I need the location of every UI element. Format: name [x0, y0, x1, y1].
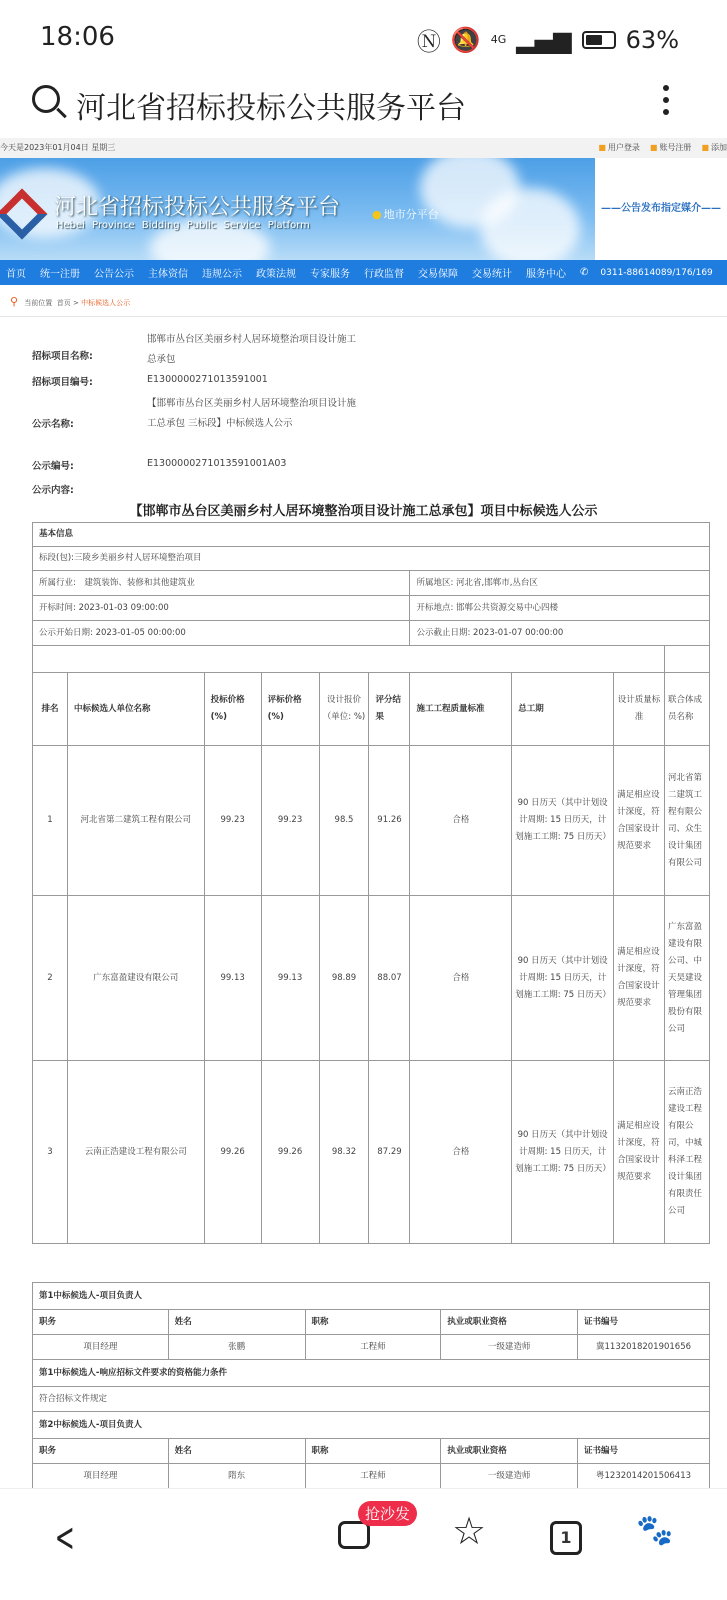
score: 88.07	[369, 896, 410, 1061]
nav-violations[interactable]: 违规公示	[202, 269, 242, 280]
back-icon[interactable]: <	[54, 1515, 75, 1561]
table-header-row	[33, 673, 710, 746]
web-page	[0, 138, 727, 1488]
c1-qualification: 符合招标文件规定	[33, 1387, 710, 1412]
site-title-en: Hebei Province Bidding Public Service Platform	[56, 220, 310, 231]
design-price: 98.89	[319, 896, 369, 1061]
col-header: 投标价格(%)	[204, 673, 261, 746]
date-text: 今天是2023年01月04日 星期三	[0, 143, 116, 152]
eval-price: 99.13	[261, 896, 319, 1061]
nav-credit[interactable]: 主体资信	[148, 269, 188, 280]
consortium-members: 云南正浩建设工程有限公司，中城科泽工程设计集团有限责任公司	[664, 1061, 709, 1244]
status-icons	[417, 22, 679, 57]
col-header: 联合体成员名称	[664, 673, 709, 746]
browser-bottom-bar	[0, 1488, 727, 1600]
col-header: 执业或职业资格	[441, 1310, 578, 1335]
eval-price: 99.26	[261, 1061, 319, 1244]
c2-manager-heading: 第2中标候选人-项目负责人	[33, 1412, 710, 1439]
col-header: 职务	[33, 1310, 169, 1335]
title: 工程师	[305, 1464, 441, 1489]
consortium-members: 广东富盈建设有限公司、中天昊建设管理集团股份有限公司	[664, 896, 709, 1061]
media-notice: ——公告发布指定媒介——	[595, 158, 727, 260]
nav-service[interactable]: 服务中心	[526, 269, 566, 280]
end-date: 公示截止日期: 2023-01-07 00:00:00	[410, 621, 710, 646]
col-header: 姓名	[168, 1310, 305, 1335]
table-row	[33, 1335, 710, 1360]
info-label: 公示名称:	[32, 419, 74, 430]
qualification: 一级建造师	[441, 1335, 578, 1360]
rank: 2	[33, 896, 68, 1061]
col-header: 职称	[305, 1439, 441, 1464]
nav-notices[interactable]: 公告公示	[94, 269, 134, 280]
site-title[interactable]: 河北省招标投标公共服务平台	[54, 195, 341, 220]
table-row	[33, 746, 710, 896]
eval-price: 99.23	[261, 746, 319, 896]
col-header: 职务	[33, 1439, 169, 1464]
person-name: 张鹏	[168, 1335, 305, 1360]
info-value: E1300000271013591001A03	[147, 458, 287, 469]
add-favorite-link[interactable]: ■ 添加	[701, 138, 727, 158]
header-row	[33, 1310, 710, 1335]
quality: 合格	[410, 1061, 512, 1244]
consortium-members: 河北省第二建筑工程有限公司、众生设计集团有限公司	[664, 746, 709, 896]
col-header: 执业或职业资格	[441, 1439, 578, 1464]
breadcrumb-label: 当前位置	[24, 299, 53, 307]
signal-icon: ▂▄▆	[516, 25, 572, 54]
section-name: 标段(包):三陵乡美丽乡村人居环境整治项目	[33, 547, 710, 571]
main-nav	[0, 260, 727, 285]
design-price: 98.5	[319, 746, 369, 896]
company-name: 广东富盈建设有限公司	[67, 896, 204, 1061]
register-link[interactable]: ■ 账号注册	[650, 138, 692, 158]
tabs-button[interactable]: 1	[550, 1521, 582, 1555]
breadcrumb	[0, 287, 727, 317]
quality: 合格	[410, 746, 512, 896]
breadcrumb-current[interactable]: 中标候选人公示	[81, 299, 131, 307]
baidu-paw-icon[interactable]: 🐾	[636, 1513, 674, 1548]
phone-icon: ✆	[580, 267, 589, 278]
battery-icon	[582, 31, 616, 49]
design-standard: 满足相应设计深度，符合国家设计规范要求	[614, 1061, 665, 1244]
col-header: 施工工程质量标准	[410, 673, 512, 746]
battery-percent: 63%	[625, 25, 679, 54]
period: 90 日历天（其中计划设计周期: 15 日历天，计划施工工期: 75 日历天）	[512, 1061, 614, 1244]
position: 项目经理	[33, 1464, 169, 1489]
nav-stats[interactable]: 交易统计	[472, 269, 512, 280]
nav-security[interactable]: 交易保障	[418, 269, 458, 280]
star-icon[interactable]: ☆	[452, 1509, 487, 1553]
col-header: 职称	[305, 1310, 441, 1335]
info-label: 公示编号:	[32, 461, 74, 472]
login-link[interactable]: ■ 用户登录	[598, 138, 640, 158]
comment-badge[interactable]: 抢沙发	[358, 1501, 417, 1526]
person-name: 隋东	[168, 1464, 305, 1489]
header-row	[33, 1439, 710, 1464]
c1-qualification-heading: 第1中标候选人-响应招标文件要求的资格能力条件	[33, 1360, 710, 1387]
start-date: 公示开始日期: 2023-01-05 00:00:00	[33, 621, 410, 646]
mute-icon: 🔕	[450, 25, 481, 54]
clock: 18:06	[40, 22, 115, 52]
spacer-cell	[33, 646, 665, 673]
title: 工程师	[305, 1335, 441, 1360]
col-header: 设计报价（单位: %)	[319, 673, 369, 746]
bid-price: 99.26	[204, 1061, 261, 1244]
bid-price: 99.23	[204, 746, 261, 896]
spacer-cell	[664, 646, 709, 673]
candidates-table	[32, 522, 710, 1244]
company-name: 云南正浩建设工程有限公司	[67, 1061, 204, 1244]
info-value: E1300000271013591001	[147, 374, 268, 385]
location-pin-icon: ⚲	[10, 295, 19, 308]
c1-manager-heading: 第1中标候选人-项目负责人	[33, 1283, 710, 1310]
col-header: 评分结果	[369, 673, 410, 746]
table-row	[33, 1061, 710, 1244]
open-place: 开标地点: 邯郸公共资源交易中心四楼	[410, 596, 710, 621]
col-header: 评标价格(%)	[261, 673, 319, 746]
period: 90 日历天（其中计划设计周期: 15 日历天，计划施工工期: 75 日历天）	[512, 896, 614, 1061]
site-banner	[0, 158, 727, 260]
nfc-icon: Ⓝ	[416, 28, 441, 56]
nav-supervision[interactable]: 行政监督	[364, 269, 404, 280]
col-header: 证书编号	[578, 1439, 710, 1464]
col-header: 总工期	[512, 673, 614, 746]
project-managers-table	[32, 1282, 710, 1488]
qualification: 一级建造师	[441, 1464, 578, 1489]
certificate-number: 冀1132018201901656	[578, 1335, 710, 1360]
info-label: 公示内容:	[32, 485, 74, 496]
phone-number: 0311-88614089/176/169	[600, 267, 713, 278]
design-price: 98.32	[319, 1061, 369, 1244]
nav-policy[interactable]: 政策法规	[256, 269, 296, 280]
col-header: 设计质量标准	[614, 673, 665, 746]
breadcrumb-home[interactable]: 首页 >	[56, 299, 79, 307]
score: 91.26	[369, 746, 410, 896]
period: 90 日历天（其中计划设计周期: 15 日历天，计划施工工期: 75 日历天）	[512, 746, 614, 896]
company-name: 河北省第二建筑工程有限公司	[67, 746, 204, 896]
nav-home[interactable]: 首页	[6, 269, 26, 280]
network-label: 4G	[490, 33, 507, 46]
info-label: 招标项目名称:	[32, 351, 93, 362]
search-text[interactable]: 河北省招标投标公共服务平台	[76, 91, 466, 126]
region: 所属地区: 河北省,邯郸市,丛台区	[410, 571, 710, 596]
col-header: 排名	[33, 673, 68, 746]
nav-register[interactable]: 统一注册	[40, 269, 80, 280]
notice-title: 【邯郸市丛台区美丽乡村人居环境整治项目设计施工总承包】项目中标候选人公示	[129, 504, 598, 519]
nav-experts[interactable]: 专家服务	[310, 269, 350, 280]
col-header: 中标候选人单位名称	[67, 673, 204, 746]
table-row	[33, 896, 710, 1061]
info-value: 邯郸市丛台区美丽乡村人居环境整治项目设计施工总承包	[147, 334, 357, 365]
utility-bar	[0, 138, 727, 158]
basic-info-heading: 基本信息	[33, 523, 710, 547]
certificate-number: 粤1232014201506413	[578, 1464, 710, 1489]
status-bar	[0, 0, 727, 75]
info-label: 招标项目编号:	[32, 377, 93, 388]
quality: 合格	[410, 896, 512, 1061]
table-row	[33, 1464, 710, 1489]
rank: 1	[33, 746, 68, 896]
col-header: 姓名	[168, 1439, 305, 1464]
design-standard: 满足相应设计深度，符合国家设计规范要求	[614, 896, 665, 1061]
score: 87.29	[369, 1061, 410, 1244]
position: 项目经理	[33, 1335, 169, 1360]
col-header: 证书编号	[578, 1310, 710, 1335]
search-icon[interactable]	[32, 85, 60, 113]
bid-price: 99.13	[204, 896, 261, 1061]
city-platform-link[interactable]: ● 地市分平台	[372, 206, 439, 222]
more-menu-icon[interactable]	[663, 85, 669, 115]
industry: 所属行业: 建筑装饰、装修和其他建筑业	[33, 571, 410, 596]
info-value: 【邯郸市丛台区美丽乡村人居环境整治项目设计施工总承包 三标段】中标候选人公示	[147, 398, 357, 429]
design-standard: 满足相应设计深度，符合国家设计规范要求	[614, 746, 665, 896]
rank: 3	[33, 1061, 68, 1244]
browser-search-bar[interactable]	[0, 75, 727, 130]
open-time: 开标时间: 2023-01-03 09:00:00	[33, 596, 410, 621]
